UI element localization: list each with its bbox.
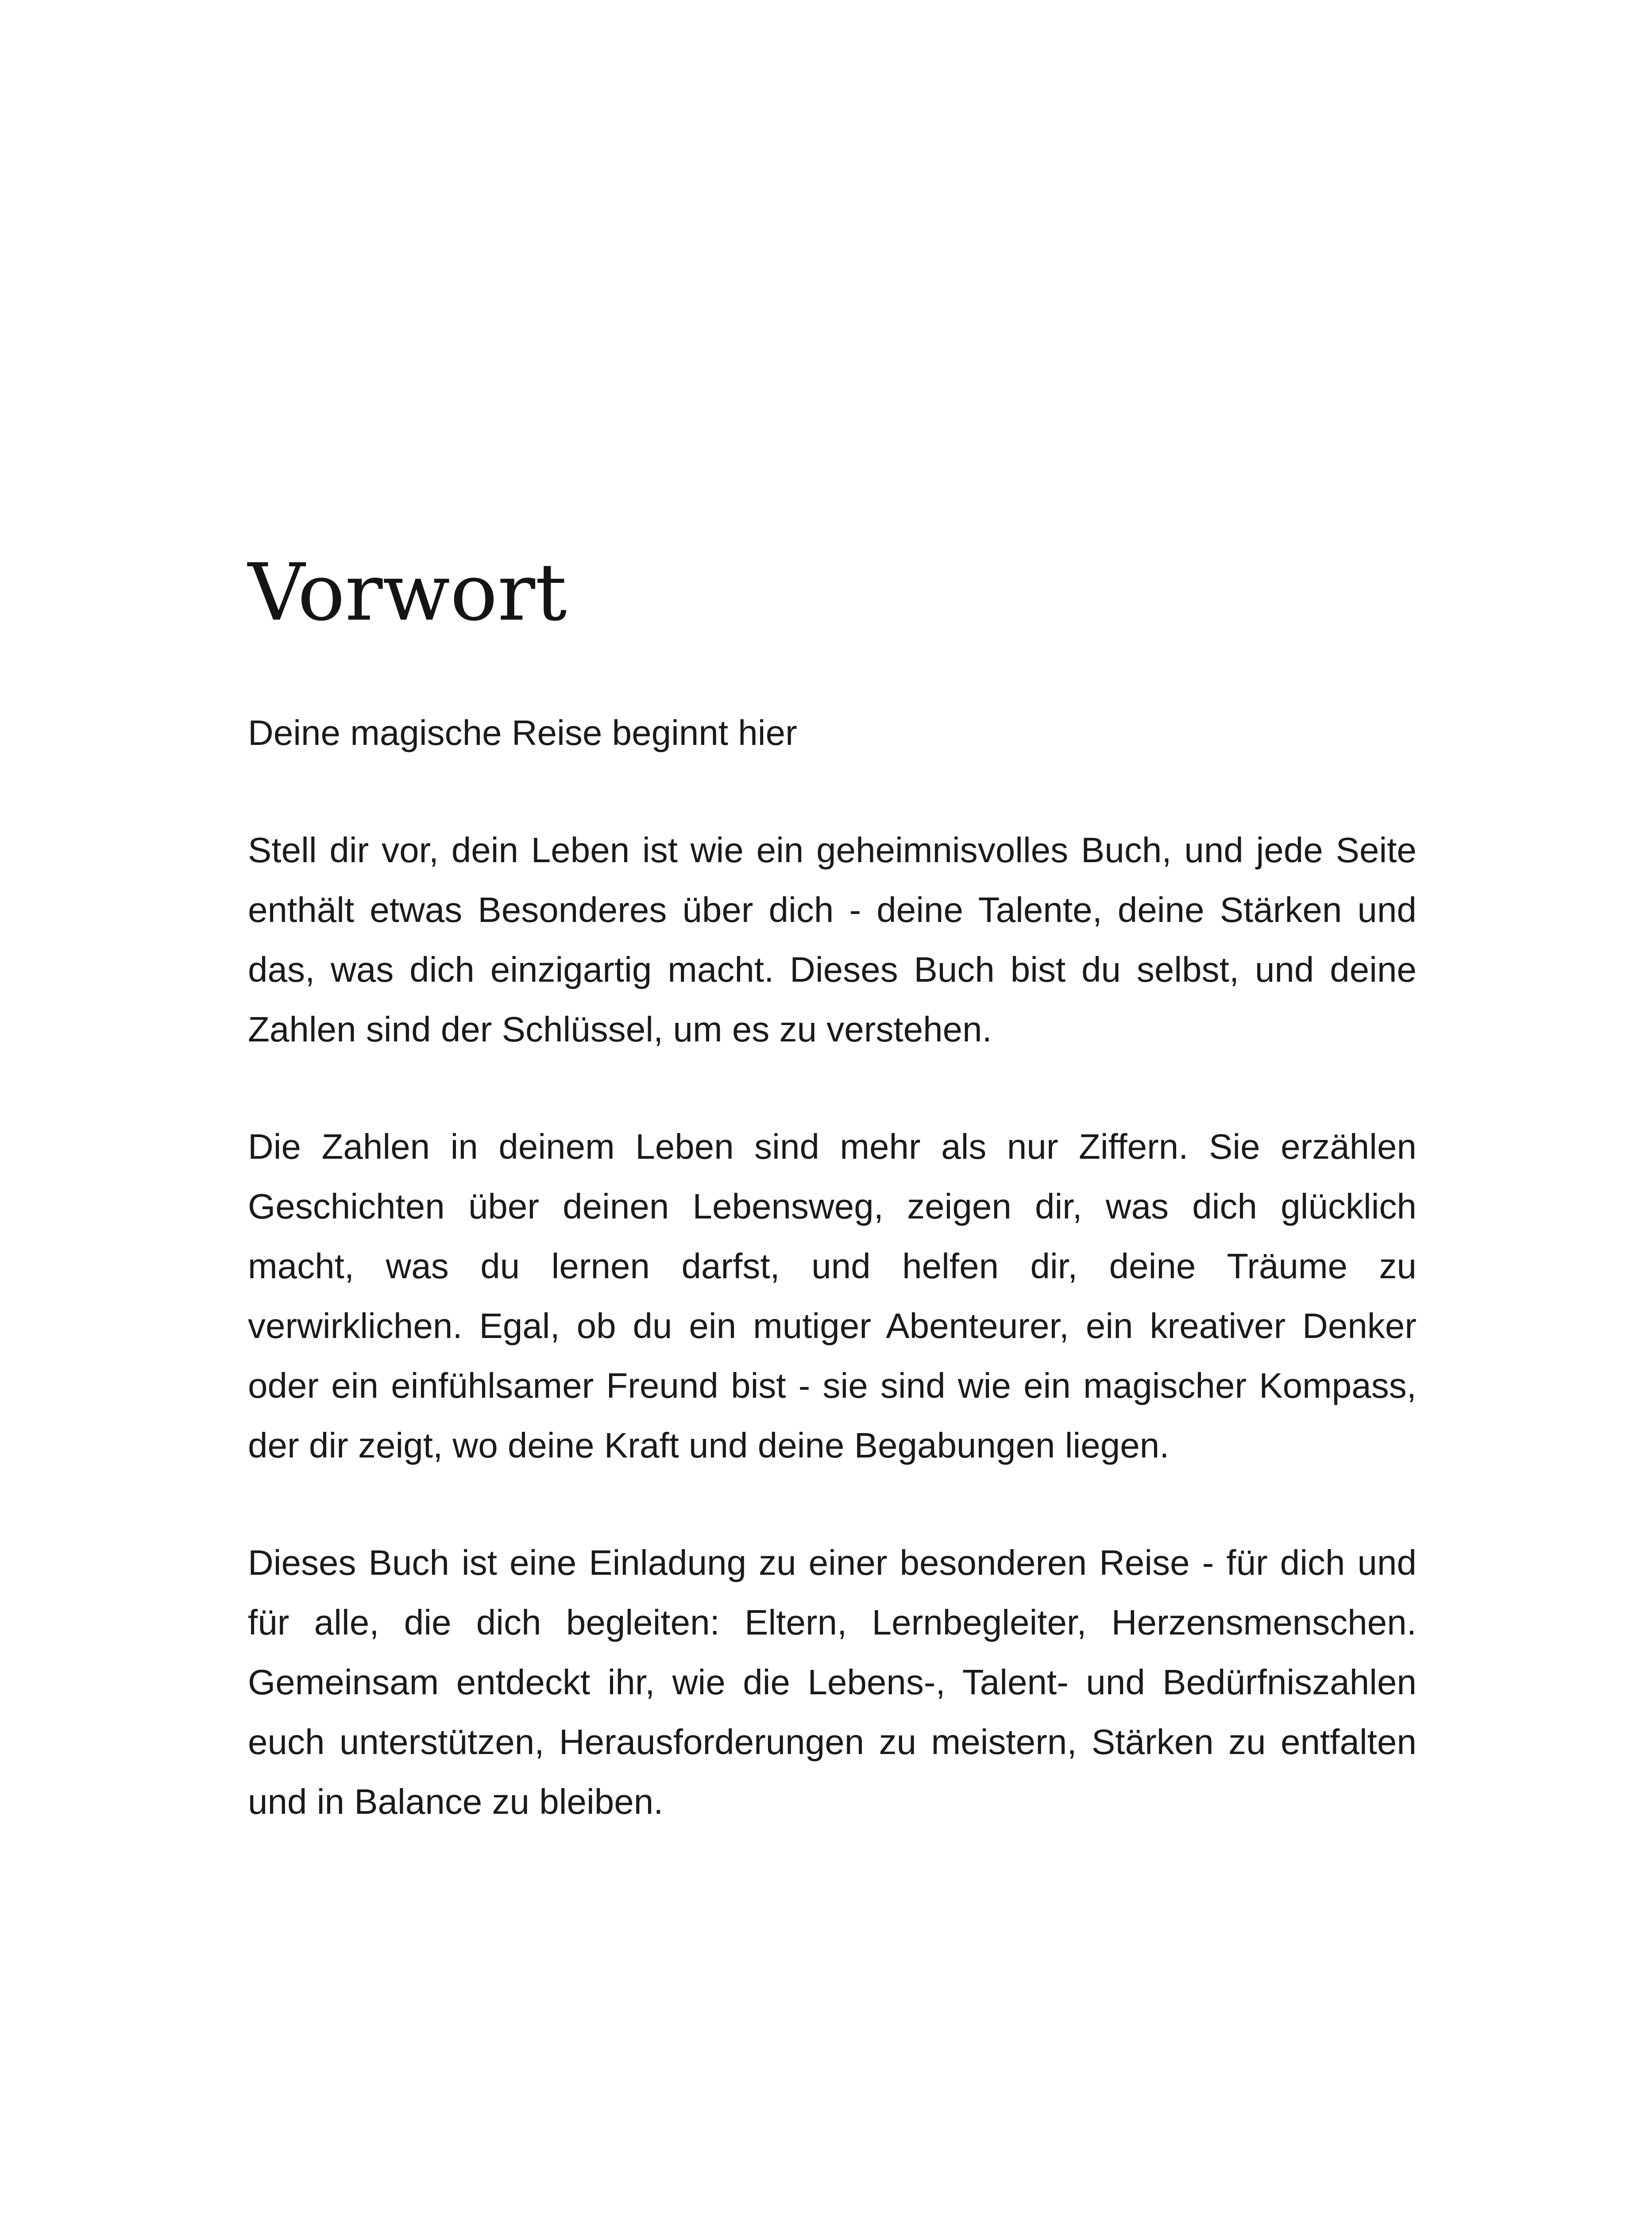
page-title: Vorwort bbox=[248, 547, 567, 638]
paragraph-3: Dieses Buch ist eine Einladung zu einer besonderen Reise - für dich und für alle, die dich begleiten: Eltern, Lernbegleiter, Herzensmenschen. Gemeinsam entdeckt ihr, wie die Lebens-, Talent- und Bedürfniszahlen euch unterstützen, Herausforderungen zu meistern, Stärken zu entfalten und in Balance zu bleiben. bbox=[248, 1543, 1417, 1821]
paragraph-1: Stell dir vor, dein Leben ist wie ein geheimnisvolles Buch, und jede Seite enthält etwas Besonderes über dich - deine Talente, deine Stärken und das, was dich einzigartig macht. Dieses Buch bist du selbst, und deine Zahlen sind der Schlüssel, um es zu verstehen. bbox=[248, 830, 1417, 1049]
page-subtitle: Deine magische Reise beginnt hier bbox=[248, 713, 797, 752]
foreword-section bbox=[248, 547, 1417, 1831]
paragraph-2: Die Zahlen in deinem Leben sind mehr als nur Ziffern. Sie erzählen Geschichten über deinen Lebensweg, zeigen dir, was dich glücklich macht, was du lernen darfst, und helfen dir, deine Träume zu verwirklichen. Egal, ob du ein mutiger Abenteurer, ein kreativer Denker oder ein einfühlsamer Freund bist - sie sind wie ein magischer Kompass, der dir zeigt, wo deine Kraft und deine Begabungen liegen. bbox=[248, 1127, 1417, 1465]
